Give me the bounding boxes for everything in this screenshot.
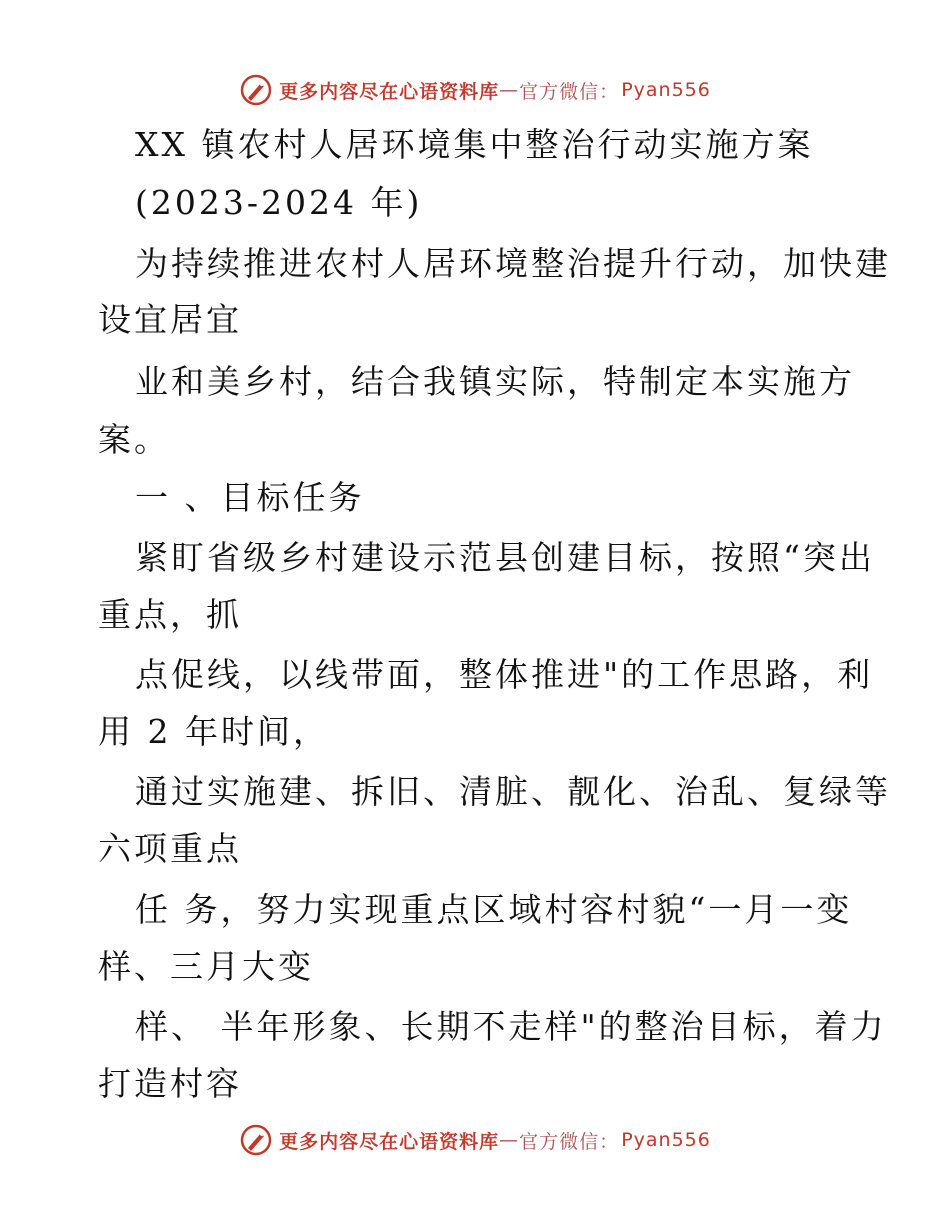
body-line: 样、三月大变 (98, 947, 314, 986)
body-line: 设宜居宜 (98, 300, 242, 339)
body-line: 用 2 年时间， (98, 712, 329, 751)
body-line: 点促线，以线带面，整体推进"的工作思路，利 (135, 655, 874, 694)
banner-main-text: 更多内容尽在心语资料库 (279, 80, 500, 103)
section-heading: 一 、目标任务 (135, 478, 365, 517)
pen-logo-icon (239, 73, 273, 107)
banner-sub-text: 官方微信： (519, 1130, 620, 1153)
body-line: 紧盯省级乡村建设示范县创建目标，按照“突出 (135, 538, 875, 577)
body-line: 为持续推进农村人居环境整治提升行动，加快建 (135, 244, 891, 283)
header-watermark-banner (0, 70, 950, 110)
banner-dash: — (499, 79, 520, 101)
body-line: 六项重点 (98, 829, 242, 868)
body-line: 案。 (98, 420, 170, 459)
document-title: XX 镇农村人居环境集中整治行动实施方案 (135, 125, 814, 164)
body-line: 通过实施建、拆旧、清脏、靓化、治乱、复绿等 (135, 772, 891, 811)
body-line: 打造村容 (98, 1064, 242, 1103)
banner-wechat-id: Pyan556 (621, 79, 711, 101)
footer-watermark-banner (0, 1120, 950, 1160)
banner-main-text: 更多内容尽在心语资料库 (279, 1130, 500, 1153)
body-line: 样、 半年形象、长期不走样"的整治目标，着力 (135, 1007, 887, 1046)
banner-dash: — (499, 1129, 520, 1151)
body-line: 重点，抓 (98, 595, 242, 634)
banner-wechat-id: Pyan556 (621, 1129, 711, 1151)
body-line: 业和美乡村，结合我镇实际，特制定本实施方 (135, 362, 855, 401)
document-subtitle: (2023-2024 年) (135, 183, 423, 222)
body-line: 任 务，努力实现重点区域村容村貌“一月一变 (135, 890, 853, 929)
pen-logo-icon (239, 1123, 273, 1157)
banner-sub-text: 官方微信： (519, 80, 620, 103)
